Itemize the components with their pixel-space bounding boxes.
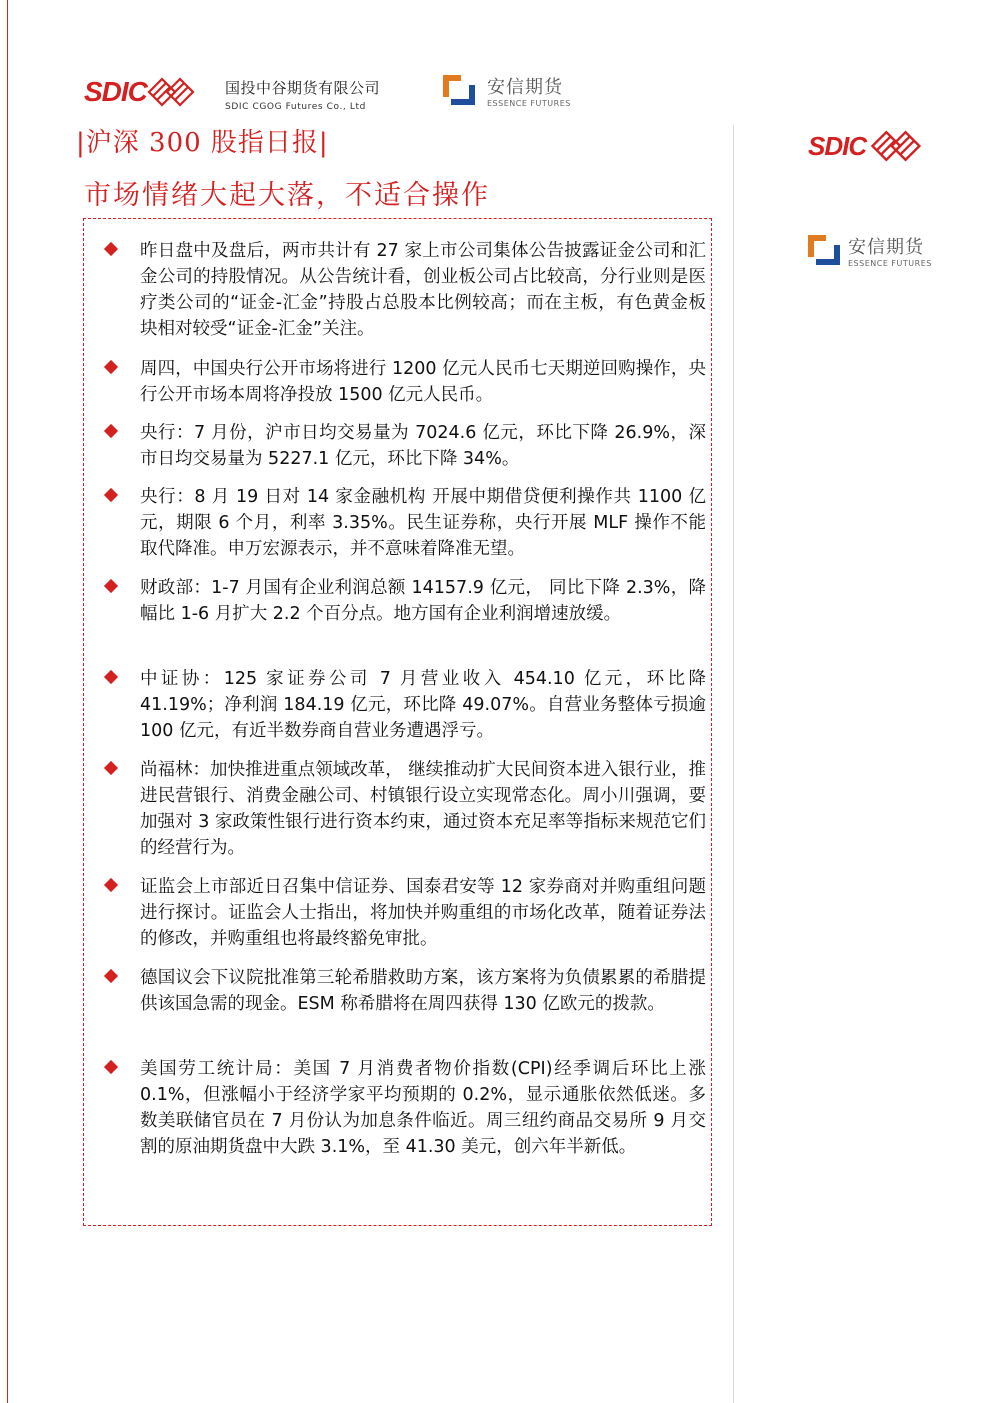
title-bar-left: | [76, 128, 86, 158]
news-item-text: 德国议会下议院批准第三轮希腊救助方案，该方案将为负债累累的希腊提供该国急需的现金。ESM 称希腊将在周四获得 130 亿欧元的拨款。 [140, 968, 706, 1014]
report-title-text: 沪深 300 股指日报 [85, 128, 319, 158]
title-bar-right: | [318, 128, 329, 158]
left-margin-rule [7, 0, 8, 1403]
essence-mark-icon [443, 75, 477, 107]
news-item-text: 美国劳工统计局：美国 7 月消费者物价指数(CPI)经季调后环比上涨 0.1%，但涨幅小于经济学家平均预期的 0.2%，显示通胀依然低迷。多数美联储官员在 7 月份认为加息条件临近。周三纽约商品交易所 9 月交割的原油期货盘中大跌 3.1%，至 41.30 美元，创六年半新低。 [140, 1059, 706, 1157]
diamond-bullet-icon [104, 242, 118, 256]
diamond-bullet-icon [104, 488, 118, 502]
news-item [106, 575, 706, 627]
diamond-bullet-icon [104, 969, 118, 983]
essence-name-en: ESSENCE FUTURES [487, 99, 571, 108]
news-item-text: 央行：8 月 19 日对 14 家金融机构 开展中期借贷便利操作共 1100 亿元，期限 6 个月，利率 3.35%。民生证券称，央行开展 MLF 操作不能取代降准。申万宏源表示，并不意味着降准无望。 [140, 487, 706, 559]
essence-logo [443, 73, 571, 108]
news-item [106, 420, 706, 472]
news-item-text: 周四，中国央行公开市场将进行 1200 亿元人民币七天期逆回购操作，央行公开市场本周将净投放 1500 亿元人民币。 [140, 359, 706, 405]
news-item-text: 央行：7 月份，沪市日均交易量为 7024.6 亿元，环比下降 26.9%，深市日均交易量为 5227.1 亿元，环比下降 34%。 [140, 423, 706, 469]
news-item [106, 356, 706, 408]
company-name-en: SDIC CGOG Futures Co., Ltd [225, 102, 366, 112]
news-item-text: 尚福林：加快推进重点领域改革， 继续推动扩大民间资本进入银行业，推进民营银行、消费金融公司、村镇银行设立实现常态化。周小川强调，要加强对 3 家政策性银行进行资本约束，通过资本充足率等指标来规范它们的经营行为。 [140, 760, 706, 858]
news-item-text: 昨日盘中及盘后，两市共计有 27 家上市公司集体公告披露证金公司和汇金公司的持股情况。从公告统计看，创业板公司占比较高，分行业则是医疗类公司的“证金-汇金”持股占总股本比例较高；而在主板，有色黄金板块相对较受“证金-汇金”关注。 [140, 241, 706, 339]
diamond-bullet-icon [104, 761, 118, 775]
news-item [106, 965, 706, 1017]
news-item [106, 1056, 706, 1160]
news-item [106, 757, 706, 861]
sidebar-sdic-logo [808, 130, 928, 162]
sidebar-essence-name-en: ESSENCE FUTURES [848, 259, 932, 268]
news-item [106, 484, 706, 562]
sidebar-essence-mark-icon [808, 235, 842, 267]
report-title [76, 122, 329, 159]
sdic-logo [84, 76, 197, 108]
news-item-text: 财政部：1-7 月国有企业利润总额 14157.9 亿元， 同比下降 2.3%，降幅比 1-6 月扩大 2.2 个百分点。地方国有企业利润增速放缓。 [140, 578, 706, 624]
diamond-bullet-icon [104, 1060, 118, 1074]
news-item-text: 中证协：125 家证券公司 7 月营业收入 454.10 亿元，环比降 41.19%；净利润 184.19 亿元，环比降 49.07%。自营业务整体亏损逾 100 亿元，有近半数券商自营业务遭遇浮亏。 [140, 669, 706, 741]
sidebar-essence-name-cn: 安信期货 [848, 237, 924, 258]
sdic-hatch-icon [147, 77, 197, 107]
sidebar-divider [733, 125, 734, 1403]
news-item-text: 证监会上市部近日召集中信证券、国泰君安等 12 家券商对并购重组问题进行探讨。证监会人士指出，将加快并购重组的市场化改革，随着证券法的修改，并购重组也将最终豁免审批。 [140, 877, 706, 949]
diamond-bullet-icon [104, 579, 118, 593]
diamond-bullet-icon [104, 360, 118, 374]
diamond-bullet-icon [104, 670, 118, 684]
diamond-bullet-icon [104, 878, 118, 892]
company-name-cn: 国投中谷期货有限公司 [225, 79, 381, 97]
diamond-bullet-icon [104, 424, 118, 438]
sidebar-sdic-hatch-icon [866, 130, 928, 162]
news-item [106, 874, 706, 952]
essence-name-cn: 安信期货 [487, 77, 563, 98]
sdic-logo-text: SDIC [84, 76, 147, 107]
company-name-block [225, 77, 380, 112]
sidebar-sdic-logo-text: SDIC [808, 130, 867, 161]
news-item [106, 238, 706, 342]
headline: 市场情绪大起大落，不适合操作 [84, 180, 490, 211]
news-item [106, 666, 706, 744]
sidebar-essence-logo [808, 233, 932, 268]
